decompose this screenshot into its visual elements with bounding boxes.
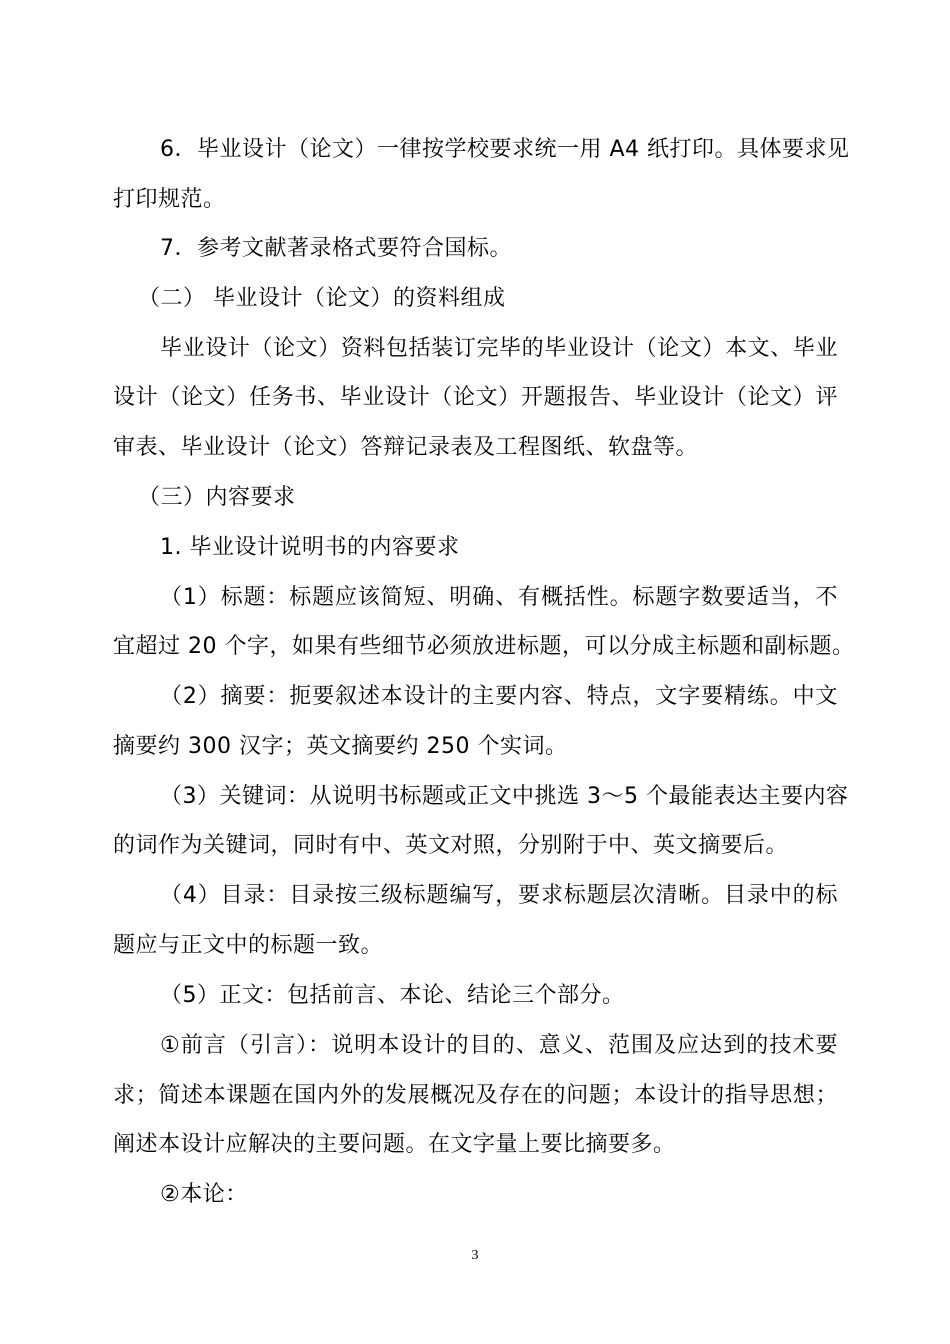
paragraph-line-preface-3: 阐述本设计应解决的主要问题。在文字量上要比摘要多。	[113, 1132, 676, 1157]
paragraph-line-materials-1: 毕业设计（论文）资料包括装订完毕的毕业设计（论文）本文、毕业	[160, 336, 838, 361]
paragraph-line-body: （5）正文：包括前言、本论、结论三个部分。	[160, 983, 625, 1008]
paragraph-line-title-2: 宜超过 20 个字，如果有些细节必须放进标题，可以分成主标题和副标题。	[113, 634, 855, 659]
paragraph-line-title-1: （1）标题：标题应该简短、明确、有概括性。标题字数要适当，不	[160, 585, 838, 610]
section-heading-2: （二） 毕业设计（论文）的资料组成	[138, 286, 506, 311]
paragraph-line-materials-3: 审表、毕业设计（论文）答辩记录表及工程图纸、软盘等。	[113, 435, 699, 460]
paragraph-line-abstract-2: 摘要约 300 汉字；英文摘要约 250 个实词。	[113, 734, 568, 759]
section-heading-3: （三）内容要求	[138, 485, 296, 510]
paragraph-line-abstract-1: （2）摘要：扼要叙述本设计的主要内容、特点，文字要精练。中文	[160, 684, 838, 709]
paragraph-line-keywords-1: （3）关键词：从说明书标题或正文中挑选 3～5 个最能表达主要内容	[160, 784, 849, 809]
paragraph-line-preface-1: ①前言（引言）：说明本设计的目的、意义、范围及应达到的技术要	[160, 1033, 838, 1058]
subsection-heading-1: 1. 毕业设计说明书的内容要求	[160, 535, 460, 560]
paragraph-line-preface-2: 求；简述本课题在国内外的发展概况及存在的问题；本设计的指导思想；	[113, 1083, 838, 1108]
paragraph-line-toc-2: 题应与正文中的标题一致。	[113, 933, 384, 958]
paragraph-line-item6-1: 6．毕业设计（论文）一律按学校要求统一用 A4 纸打印。具体要求见	[160, 137, 850, 162]
paragraph-line-item7: 7．参考文献著录格式要符合国标。	[160, 236, 512, 261]
paragraph-line-main-body: ②本论：	[160, 1182, 248, 1207]
page-number: 3	[471, 1248, 479, 1263]
paragraph-line-materials-2: 设计（论文）任务书、毕业设计（论文）开题报告、毕业设计（论文）评	[113, 385, 838, 410]
paragraph-line-item6-2: 打印规范。	[113, 187, 226, 212]
paragraph-line-toc-1: （4）目录：目录按三级标题编写，要求标题层次清晰。目录中的标	[160, 883, 838, 908]
paragraph-line-keywords-2: 的词作为关键词，同时有中、英文对照，分别附于中、英文摘要后。	[113, 833, 789, 858]
